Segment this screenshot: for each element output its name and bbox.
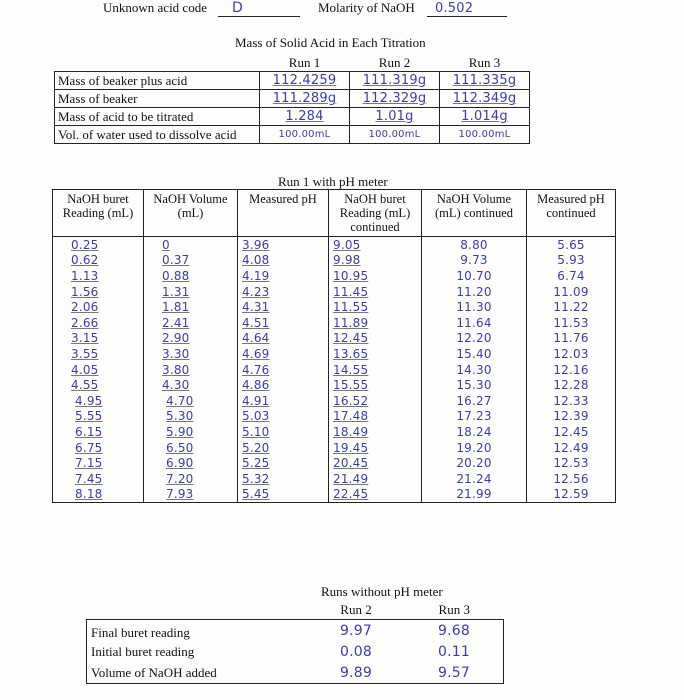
mass-row-label: Vol. of water used to dissolve acid [55, 126, 260, 144]
measured-ph-cont-cell: 12.59 [527, 487, 616, 503]
measured-ph-cell: 5.25 [238, 455, 329, 471]
measured-ph-cell: 4.69 [238, 346, 329, 362]
naoh-volume-cell: 4.30 [144, 377, 238, 393]
titration-row [53, 424, 616, 440]
titration-row [53, 315, 616, 331]
naoh-volume-cell: 6.50 [144, 440, 238, 456]
measured-ph-cell: 5.10 [238, 424, 329, 440]
titration-row [53, 284, 616, 300]
buret-reading-cont-cell: 9.05 [329, 237, 422, 253]
unknown-acid-value: D [232, 0, 243, 16]
titration-row [53, 487, 616, 503]
titration-row [53, 455, 616, 471]
naoh-volume-cont-cell: 17.23 [422, 409, 527, 425]
measured-ph-cell: 5.20 [238, 440, 329, 456]
measured-ph-cell: 4.31 [238, 299, 329, 315]
buret-reading-cell: 6.15 [53, 424, 144, 440]
buret-reading-cell: 3.55 [53, 346, 144, 362]
naoh-volume-cont-cell: 20.20 [422, 455, 527, 471]
measured-ph-cell: 4.19 [238, 268, 329, 284]
buret-reading-cont-cell: 12.45 [329, 331, 422, 347]
measured-ph-cont-cell: 12.03 [527, 346, 616, 362]
buret-reading-cont-cell: 17.48 [329, 409, 422, 425]
titr-header: NaOH buret Reading (mL) [53, 190, 144, 237]
runs-row-label: Volume of NaOH added [87, 662, 308, 684]
buret-reading-cont-cell: 9.98 [329, 253, 422, 269]
naoh-volume-cell: 5.90 [144, 424, 238, 440]
buret-reading-cell: 5.55 [53, 409, 144, 425]
mass-cell: 1.284 [260, 108, 350, 126]
buret-reading-cell: 4.05 [53, 362, 144, 378]
buret-reading-cont-cell: 19.45 [329, 440, 422, 456]
naoh-volume-cont-cell: 15.40 [422, 346, 527, 362]
buret-reading-cell: 7.15 [53, 455, 144, 471]
naoh-volume-cont-cell: 16.27 [422, 393, 527, 409]
titr-header: Measured pH continued [527, 190, 616, 237]
mass-cell: 100.00mL [350, 126, 440, 144]
runs-row [87, 620, 504, 642]
buret-reading-cell: 2.06 [53, 299, 144, 315]
measured-ph-cont-cell: 12.53 [527, 455, 616, 471]
mass-table [54, 55, 530, 144]
mass-cell: 100.00mL [260, 126, 350, 144]
naoh-volume-cell: 5.30 [144, 409, 238, 425]
naoh-volume-cont-cell: 11.64 [422, 315, 527, 331]
measured-ph-cont-cell: 12.33 [527, 393, 616, 409]
buret-reading-cont-cell: 20.45 [329, 455, 422, 471]
mass-cell: 112.4259 [260, 72, 350, 90]
buret-reading-cell: 1.56 [53, 284, 144, 300]
measured-ph-cell: 4.76 [238, 362, 329, 378]
mass-row [55, 108, 530, 126]
mass-cell: 111.319g [350, 72, 440, 90]
unknown-acid-label: Unknown acid code [103, 0, 207, 15]
titration-row [53, 268, 616, 284]
mass-cell: 100.00mL [440, 126, 530, 144]
mass-cell: 112.349g [440, 90, 530, 108]
naoh-volume-cont-cell: 9.73 [422, 253, 527, 269]
titration-row [53, 299, 616, 315]
mass-col-run3: Run 3 [468, 55, 501, 70]
naoh-volume-cell: 1.31 [144, 284, 238, 300]
titration-title: Run 1 with pH meter [278, 174, 388, 189]
titration-row [53, 440, 616, 456]
naoh-volume-cont-cell: 8.80 [422, 237, 527, 253]
measured-ph-cont-cell: 11.22 [527, 299, 616, 315]
measured-ph-cell: 4.91 [238, 393, 329, 409]
mass-row-label: Mass of beaker [55, 90, 260, 108]
runs-cell: 0.11 [405, 641, 504, 662]
titration-row [53, 409, 616, 425]
measured-ph-cont-cell: 11.53 [527, 315, 616, 331]
naoh-volume-cell: 0.37 [144, 253, 238, 269]
measured-ph-cont-cell: 12.56 [527, 471, 616, 487]
molarity-value: 0.502 [435, 1, 474, 16]
naoh-volume-cell: 4.70 [144, 393, 238, 409]
runs-row-label: Final buret reading [87, 620, 308, 642]
measured-ph-cell: 4.08 [238, 253, 329, 269]
buret-reading-cell: 0.62 [53, 253, 144, 269]
measured-ph-cell: 4.64 [238, 331, 329, 347]
runs-cell: 9.89 [307, 662, 405, 684]
mass-col-run1: Run 1 [288, 55, 321, 70]
measured-ph-cont-cell: 12.16 [527, 362, 616, 378]
buret-reading-cell: 4.95 [53, 393, 144, 409]
measured-ph-cont-cell: 11.76 [527, 331, 616, 347]
molarity-label: Molarity of NaOH [318, 0, 415, 15]
measured-ph-cont-cell: 5.65 [527, 237, 616, 253]
measured-ph-cont-cell: 11.09 [527, 284, 616, 300]
naoh-volume-cont-cell: 18.24 [422, 424, 527, 440]
buret-reading-cell: 0.25 [53, 237, 144, 253]
naoh-volume-cont-cell: 21.99 [422, 487, 527, 503]
buret-reading-cont-cell: 14.55 [329, 362, 422, 378]
runs-row [87, 641, 504, 662]
titration-table [52, 189, 616, 503]
naoh-volume-cell: 3.80 [144, 362, 238, 378]
buret-reading-cont-cell: 18.49 [329, 424, 422, 440]
runs-row-label: Initial buret reading [87, 641, 308, 662]
mass-row-label: Mass of beaker plus acid [55, 72, 260, 90]
mass-cell: 111.289g [260, 90, 350, 108]
titration-row [53, 362, 616, 378]
measured-ph-cell: 5.45 [238, 487, 329, 503]
naoh-volume-cell: 7.20 [144, 471, 238, 487]
runs-row [87, 662, 504, 684]
titration-row [53, 377, 616, 393]
mass-row [55, 72, 530, 90]
buret-reading-cell: 7.45 [53, 471, 144, 487]
measured-ph-cell: 5.32 [238, 471, 329, 487]
buret-reading-cont-cell: 10.95 [329, 268, 422, 284]
runs-without-ph-title: Runs without pH meter [321, 584, 443, 599]
naoh-volume-cell: 0.88 [144, 268, 238, 284]
titration-row [53, 346, 616, 362]
buret-reading-cell: 6.75 [53, 440, 144, 456]
buret-reading-cell: 8.18 [53, 487, 144, 503]
naoh-volume-cont-cell: 15.30 [422, 377, 527, 393]
buret-reading-cont-cell: 13.65 [329, 346, 422, 362]
measured-ph-cont-cell: 6.74 [527, 268, 616, 284]
buret-reading-cell: 1.13 [53, 268, 144, 284]
unknown-acid-field [218, 2, 300, 17]
runs-cell: 9.57 [405, 662, 504, 684]
naoh-volume-cont-cell: 12.20 [422, 331, 527, 347]
buret-reading-cell: 3.15 [53, 331, 144, 347]
mass-col-run2: Run 2 [378, 55, 411, 70]
titration-row [53, 237, 616, 253]
measured-ph-cont-cell: 12.49 [527, 440, 616, 456]
titr-header: Measured pH [238, 190, 329, 237]
measured-ph-cont-cell: 12.28 [527, 377, 616, 393]
mass-row [55, 126, 530, 144]
titr-header: NaOH Volume (mL) [144, 190, 238, 237]
buret-reading-cell: 2.66 [53, 315, 144, 331]
measured-ph-cont-cell: 5.93 [527, 253, 616, 269]
titr-header: NaOH buret Reading (mL) continued [329, 190, 422, 237]
runs-col-run3: Run 3 [438, 602, 470, 617]
buret-reading-cont-cell: 22.45 [329, 487, 422, 503]
titration-row [53, 471, 616, 487]
naoh-volume-cont-cell: 10.70 [422, 268, 527, 284]
measured-ph-cont-cell: 12.45 [527, 424, 616, 440]
measured-ph-cell: 3.96 [238, 237, 329, 253]
buret-reading-cont-cell: 15.55 [329, 377, 422, 393]
buret-reading-cont-cell: 16.52 [329, 393, 422, 409]
measured-ph-cell: 4.51 [238, 315, 329, 331]
mass-table-title: Mass of Solid Acid in Each Titration [235, 35, 426, 50]
measured-ph-cell: 4.86 [238, 377, 329, 393]
naoh-volume-cell: 3.30 [144, 346, 238, 362]
naoh-volume-cell: 2.41 [144, 315, 238, 331]
naoh-volume-cont-cell: 11.20 [422, 284, 527, 300]
mass-cell: 1.01g [350, 108, 440, 126]
naoh-volume-cont-cell: 11.30 [422, 299, 527, 315]
titration-row [53, 253, 616, 269]
buret-reading-cont-cell: 11.89 [329, 315, 422, 331]
naoh-volume-cont-cell: 14.30 [422, 362, 527, 378]
buret-reading-cont-cell: 11.55 [329, 299, 422, 315]
measured-ph-cell: 4.23 [238, 284, 329, 300]
runs-cell: 9.97 [307, 620, 405, 642]
naoh-volume-cell: 0 [144, 237, 238, 253]
naoh-volume-cont-cell: 21.24 [422, 471, 527, 487]
mass-row [55, 90, 530, 108]
buret-reading-cont-cell: 11.45 [329, 284, 422, 300]
titration-row [53, 393, 616, 409]
molarity-field [427, 2, 507, 17]
titration-row [53, 331, 616, 347]
naoh-volume-cell: 2.90 [144, 331, 238, 347]
mass-cell: 111.335g [440, 72, 530, 90]
mass-cell: 1.014g [440, 108, 530, 126]
buret-reading-cont-cell: 21.49 [329, 471, 422, 487]
titr-header: NaOH Volume (mL) continued [422, 190, 527, 237]
naoh-volume-cell: 7.93 [144, 487, 238, 503]
buret-reading-cell: 4.55 [53, 377, 144, 393]
naoh-volume-cell: 6.90 [144, 455, 238, 471]
runs-cell: 9.68 [405, 620, 504, 642]
runs-cell: 0.08 [340, 643, 372, 660]
measured-ph-cell: 5.03 [238, 409, 329, 425]
measured-ph-cont-cell: 12.39 [527, 409, 616, 425]
runs-col-run2: Run 2 [340, 602, 372, 617]
naoh-volume-cont-cell: 19.20 [422, 440, 527, 456]
mass-cell: 112.329g [350, 90, 440, 108]
mass-row-label: Mass of acid to be titrated [55, 108, 260, 126]
naoh-volume-cell: 1.81 [144, 299, 238, 315]
runs-without-ph-table [86, 601, 504, 684]
